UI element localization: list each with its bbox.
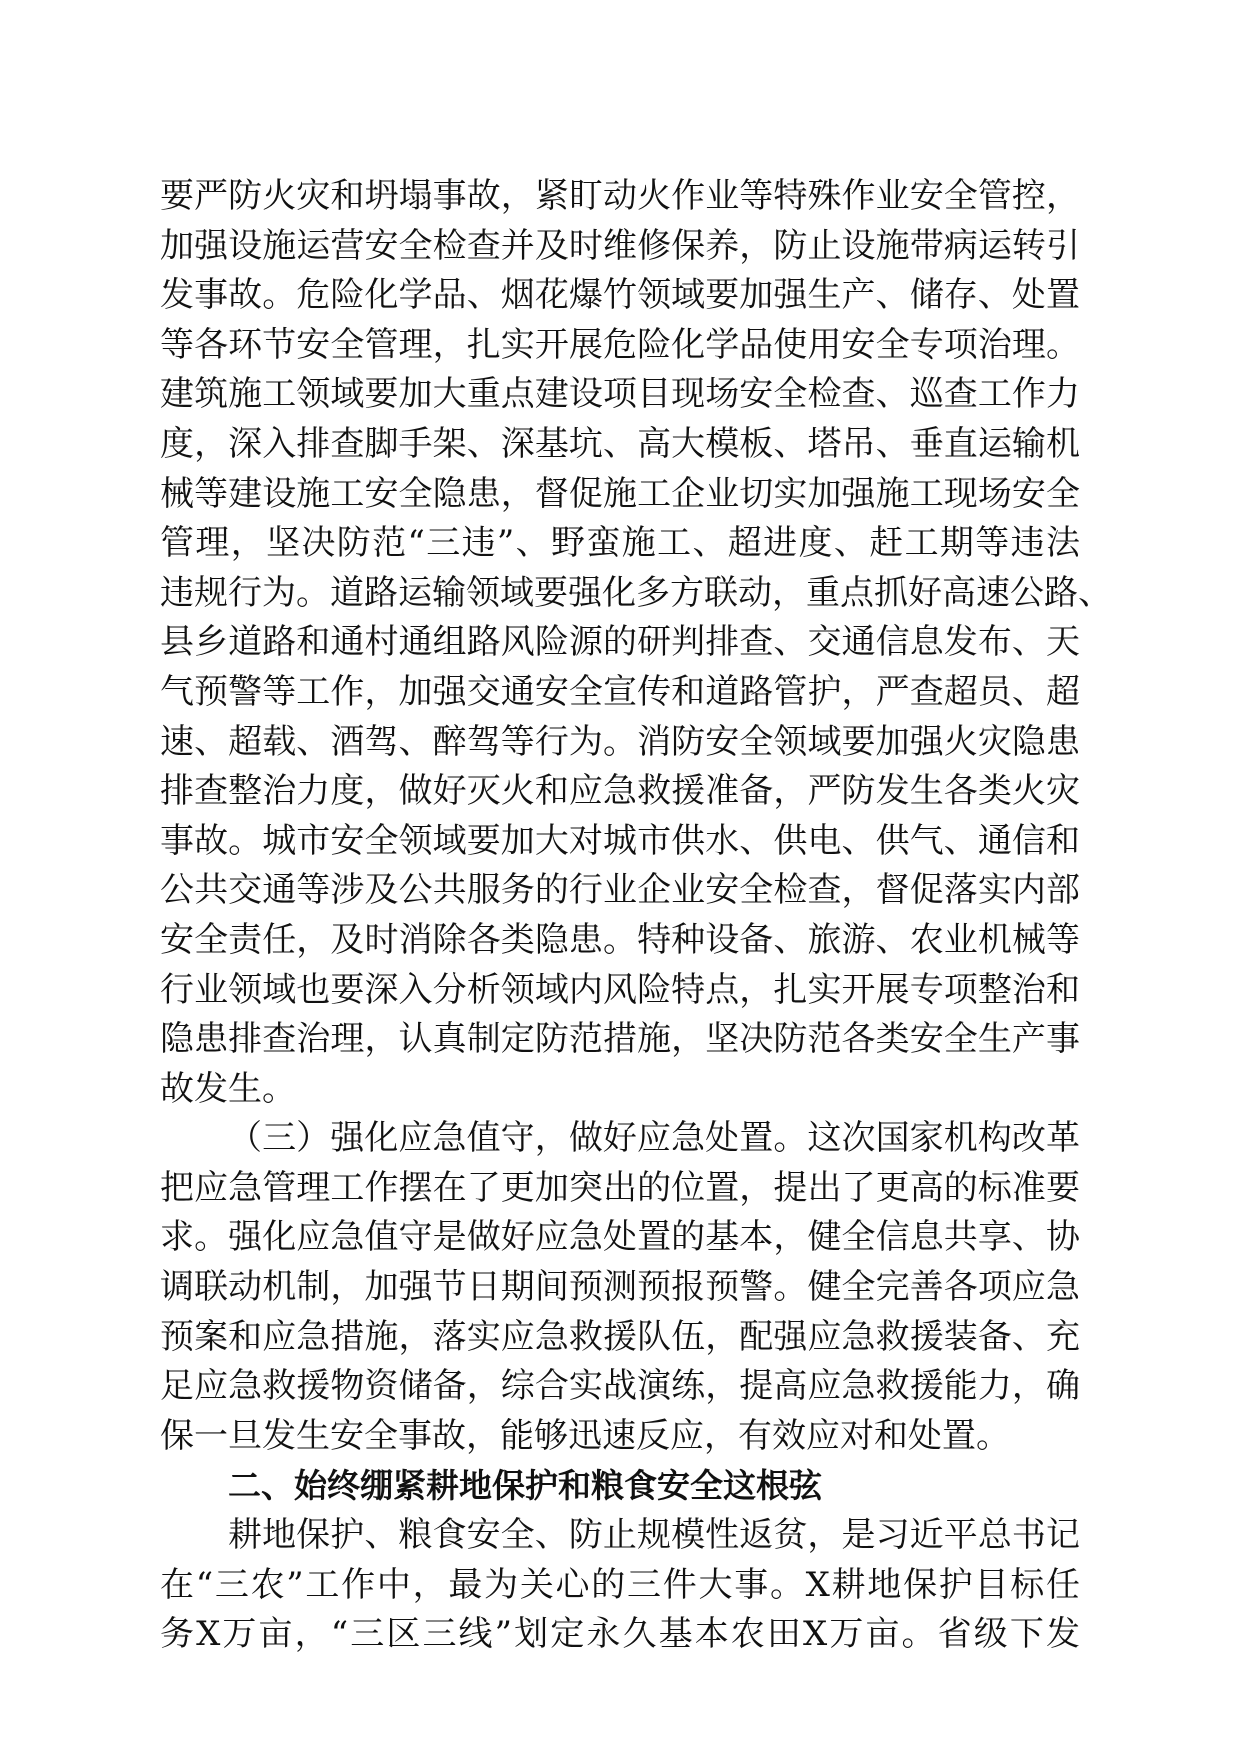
text-line: 耕地保护、粮食安全、防止规模性返贫，是习近平总书记 bbox=[228, 1515, 1080, 1556]
text-line: 排查整治力度，做好灭火和应急救援准备，严防发生各类火灾 bbox=[160, 771, 1080, 812]
text-line: 安全责任，及时消除各类隐患。特种设备、旅游、农业机械等 bbox=[160, 919, 1080, 960]
text-line: 事故。城市安全领域要加大对城市供水、供电、供气、通信和 bbox=[160, 820, 1080, 861]
text-line: 行业领域也要深入分析领域内风险特点，扎实开展专项整治和 bbox=[160, 969, 1080, 1010]
text-line: 公共交通等涉及公共服务的行业企业安全检查，督促落实内部 bbox=[160, 870, 1080, 911]
text-line: 建筑施工领域要加大重点建设项目现场安全检查、巡查工作力 bbox=[160, 374, 1080, 415]
text-line: 足应急救援物资储备，综合实战演练，提高应急救援能力，确 bbox=[160, 1366, 1080, 1407]
section-heading-2: 二、始终绷紧耕地保护和粮食安全这根弦 bbox=[228, 1466, 822, 1506]
text-line: 把应急管理工作摆在了更加突出的位置，提出了更高的标准要 bbox=[160, 1167, 1080, 1208]
text-line: 等各环节安全管理，扎实开展危险化学品使用安全专项治理。 bbox=[160, 324, 1080, 365]
text-line: 加强设施运营安全检查并及时维修保养，防止设施带病运转引 bbox=[160, 225, 1080, 266]
text-line: 要严防火灾和坍塌事故，紧盯动火作业等特殊作业安全管控， bbox=[160, 176, 1080, 216]
text-line: 度，深入排查脚手架、深基坑、高大模板、塔吊、垂直运输机 bbox=[160, 423, 1080, 464]
text-line: 发事故。危险化学品、烟花爆竹领域要加强生产、储存、处置 bbox=[160, 275, 1080, 316]
text-line: 县乡道路和通村通组路风险源的研判排查、交通信息发布、天 bbox=[160, 622, 1080, 663]
text-line: 气预警等工作，加强交通安全宣传和道路管护，严查超员、超 bbox=[160, 671, 1080, 712]
text-line: 违规行为。道路运输领域要强化多方联动，重点抓好高速公路、 bbox=[160, 572, 1112, 613]
text-line: 在“三农”工作中，最为关心的三件大事。X耕地保护目标任 bbox=[160, 1564, 1080, 1605]
text-line: 管理，坚决防范“三违”、野蛮施工、超进度、赶工期等违法 bbox=[160, 523, 1080, 564]
text-line: 务X万亩，“三区三线”划定永久基本农田X万亩。省级下发 bbox=[160, 1614, 1080, 1655]
text-line: 故发生。 bbox=[160, 1068, 296, 1109]
text-line: 速、超载、酒驾、醉驾等行为。消防安全领域要加强火灾隐患 bbox=[160, 721, 1080, 762]
text-line: 隐患排查治理，认真制定防范措施，坚决防范各类安全生产事 bbox=[160, 1019, 1080, 1060]
document-body bbox=[160, 172, 1112, 1660]
text-line: 调联动机制，加强节日期间预测预报预警。健全完善各项应急 bbox=[160, 1267, 1080, 1308]
text-line: 保一旦发生安全事故，能够迅速反应，有效应对和处置。 bbox=[160, 1415, 1010, 1456]
section-heading-3: （三）强化应急值守，做好应急处置。这次国家机构改革 bbox=[228, 1118, 1080, 1159]
text-line: 预案和应急措施，落实应急救援队伍，配强应急救援装备、充 bbox=[160, 1316, 1080, 1357]
text-line: 械等建设施工安全隐患，督促施工企业切实加强施工现场安全 bbox=[160, 473, 1080, 514]
text-line: 求。强化应急值守是做好应急处置的基本，健全信息共享、协 bbox=[160, 1217, 1080, 1258]
